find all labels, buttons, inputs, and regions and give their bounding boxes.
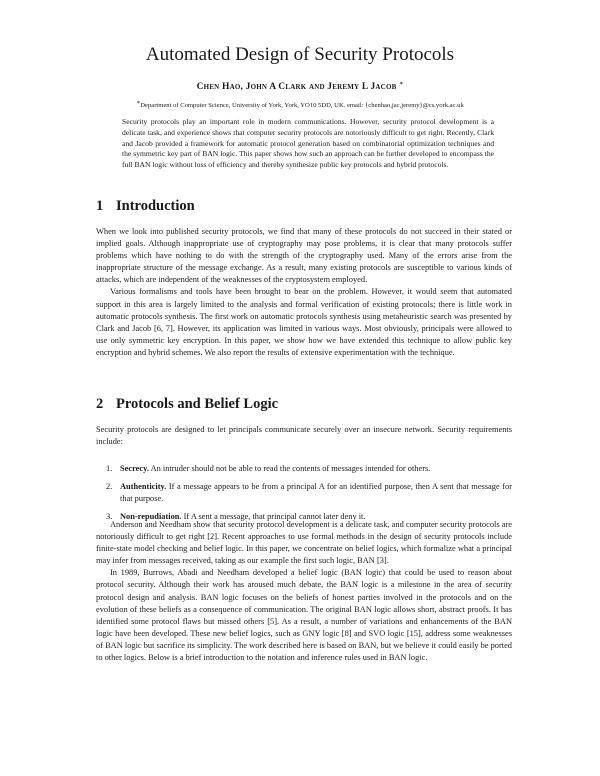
list-number: 3. bbox=[106, 512, 113, 522]
paragraph: In 1989, Burrows, Abadi and Needham developed a belief logic (BAN logic) that could be used to reason about protocol security. Although their work has aroused much debate, the BAN logic is a milestone in the area of security protocol design and analysis. BAN logic focuses on the beliefs of honest parties involved in the protocols and on the evolution of these beliefs as a consequence of communication. The original BAN logic allows short, abstract proofs. It has identified some protocol flaws but missed others [5]. As a result, a number of variations and enhancements of the BAN logic have been developed. These new belief logics, such as GNY logic [8] and SVO logic [15], address some weaknesses of BAN logic but sacrifice its simplicity. The work described here is based on BAN, but we believe it could easily be ported to other logics. Below is a brief introduction to the notation and inference rules used in BAN logic. bbox=[96, 568, 512, 663]
abstract-text: Security protocols play an important role in modern communications. However, security protocol development is a delicate task, and experience shows that computer security protocols are notoriously difficult to get right. Recently, Clark and Jacob provided a framework for automatic protocol generation based on combinatorial optimization techniques and the symmetric key part of BAN logic. This paper shows how such an approach can be further developed to encompass the full BAN logic without loss of efficiency and thereby synthesize public key protocols and hybrid protocols. bbox=[122, 117, 494, 170]
section-heading-introduction bbox=[96, 198, 195, 215]
paper-title: Automated Design of Security Protocols bbox=[145, 44, 455, 65]
section-2-body bbox=[96, 519, 512, 664]
list-text: An intruder should not be able to read the contents of messages intended for others. bbox=[150, 464, 431, 473]
paragraph: Various formalisms and tools have been brought to bear on the problem. However, it would seem that automated support in this area is largely limited to the analysis and formal verification of existing protocols; there is little work in automatic protocols synthesis. The first work on automatic protocols synthesis using metaheuristic search was presented by Clark and Jacob [6, 7]. However, its application was limited in various ways. Most obviously, principals were allowed to use only symmetric key encryption. In this paper, we show how we have extended this technique to allow public key encryption and hybrid schemes. We also report the results of extensive experimentation with the technique. bbox=[96, 287, 512, 357]
list-term: Non-repudiation. bbox=[120, 512, 182, 522]
paragraph: Anderson and Needham show that security protocol development is a delicate task, and computer security protocols are notoriously difficult to get right [2]. Recent approaches to use formal methods in the design of security protocols include finite-state model checking and belief logic. In this paper, we concentrate on belief logics, which formalize what a principal may infer from messages received, taking as our example the first such logic, BAN [3]. bbox=[96, 520, 512, 566]
affiliation-text: Department of Computer Science, University of York, York, YO10 5DD, UK. email: {chenhao,jac,jeremy}@cs.york.ac.uk bbox=[140, 102, 464, 110]
list-item bbox=[96, 463, 512, 475]
author-footnote-mark: ∗ bbox=[399, 81, 404, 87]
paragraph: Security protocols are designed to let principals communicate securely over an insecure network. Security requirements include: bbox=[96, 425, 512, 447]
affiliation-footnote-mark: ∗ bbox=[136, 100, 141, 106]
author-names: Chen Hao, John A Clark and Jeremy L Jacob bbox=[196, 82, 397, 93]
list-text: If a message appears to be from a principal A for an identified purpose, then A sent that message for that purpose. bbox=[120, 482, 513, 504]
abstract bbox=[122, 117, 494, 171]
list-item bbox=[96, 481, 512, 505]
paragraph: When we look into published security protocols, we find that many of these protocols do not succeed in their stated or implied goals. Although inappropriate use of cryptography may pose problems, it is clear that many protocols suffer problems which have nothing to do with the strength of the cryptography used. Many of the errors arise from the inappropriate structure of the message exchange. As a result, many existing protocols are susceptible to various kinds of attacks, which are independent of the weaknesses of the cryptosystem employed. bbox=[96, 227, 512, 285]
list-number: 2. bbox=[106, 482, 113, 492]
paper-authors bbox=[0, 80, 600, 92]
section-title: Introduction bbox=[116, 198, 195, 214]
section-title: Protocols and Belief Logic bbox=[116, 396, 279, 412]
list-text: If A sent a message, that principal cannot later deny it. bbox=[183, 512, 366, 522]
list-number: 1. bbox=[106, 464, 113, 473]
section-2-intro bbox=[96, 424, 512, 448]
section-number: 1 bbox=[96, 198, 104, 214]
introduction-body bbox=[96, 226, 512, 359]
paper-affiliation bbox=[60, 99, 540, 110]
list-term: Authenticity. bbox=[120, 482, 167, 492]
section-number: 2 bbox=[96, 396, 104, 412]
list-term: Secrecy. bbox=[120, 464, 149, 473]
section-heading-protocols-belief-logic bbox=[96, 396, 278, 413]
